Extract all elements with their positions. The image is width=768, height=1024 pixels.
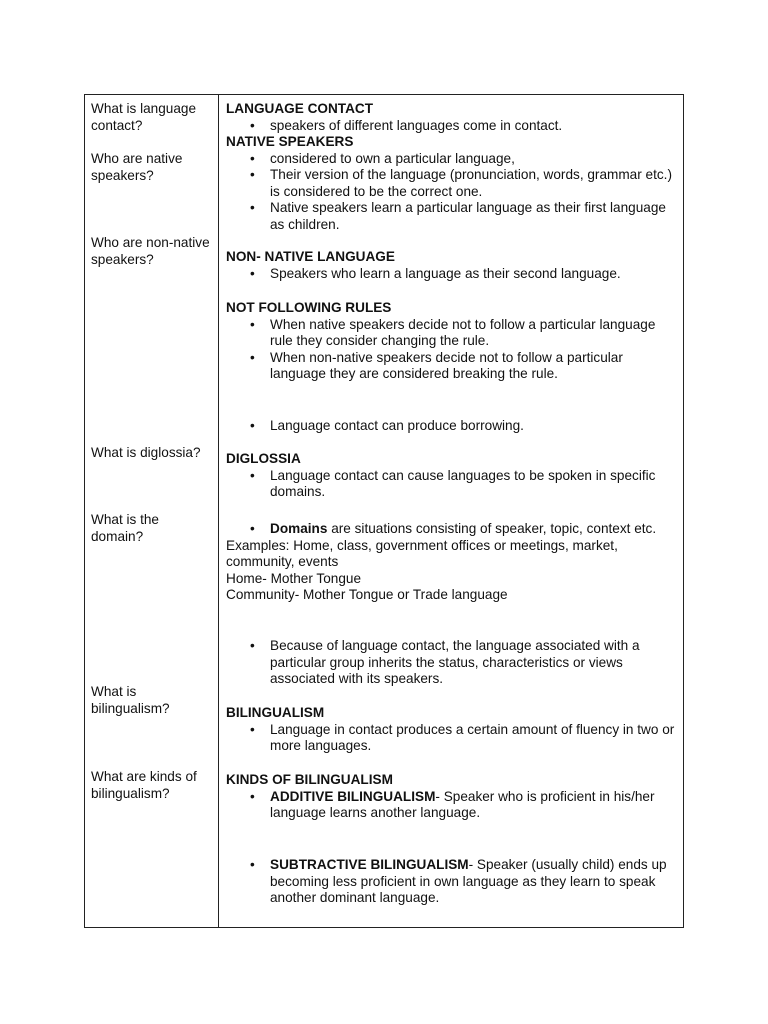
question-non-native-speakers: Who are non-native speakers? — [91, 235, 210, 267]
question-bilingualism: What is bilingualism? — [91, 684, 170, 716]
bullet-additive — [226, 789, 678, 822]
section-diglossia — [226, 451, 678, 501]
section-non-native-language — [226, 249, 678, 282]
question-diglossia: What is diglossia? — [91, 445, 201, 460]
domains-definition: are situations consisting of speaker, topic, context etc. — [327, 521, 657, 536]
section-bilingualism — [226, 705, 678, 755]
bullet-item: • When native speakers decide not to follow a particular language rule they consider changing the rule. — [226, 317, 678, 350]
heading-kinds-of-bilingualism: KINDS OF BILINGUALISM — [226, 772, 393, 787]
bullet-item: • Because of language contact, the language associated with a particular group inherits the status, characteristics or views associated with its speakers. — [226, 638, 678, 688]
section-status — [226, 638, 678, 688]
bullet-item: • When non-native speakers decide not to follow a particular language they are considered breaking the rule. — [226, 350, 678, 383]
bullet-item: • considered to own a particular language, — [226, 151, 678, 168]
column-divider — [218, 94, 219, 928]
bullet-item: • Language contact can produce borrowing. — [226, 418, 678, 435]
heading-language-contact: LANGUAGE CONTACT — [226, 101, 374, 116]
section-borrowing — [226, 418, 678, 435]
heading-non-native-language: NON- NATIVE LANGUAGE — [226, 249, 395, 264]
section-subtractive — [226, 857, 678, 907]
heading-not-following-rules: NOT FOLLOWING RULES — [226, 300, 392, 315]
domain-home: Home- Mother Tongue — [226, 570, 362, 586]
bullet-subtractive — [226, 857, 678, 907]
section-native-speakers — [226, 134, 678, 233]
additive-term: ADDITIVE BILINGUALISM — [270, 788, 436, 804]
bullet-item: • Language contact can cause languages to be spoken in specific domains. — [226, 468, 678, 501]
bullet-item: • speakers of different languages come in contact. — [226, 118, 678, 135]
question-native-speakers: Who are native speakers? — [91, 151, 183, 183]
subtractive-term: SUBTRACTIVE BILINGUALISM — [270, 857, 469, 872]
bullet-item: • Language in contact produces a certain amount of fluency in two or more languages. — [226, 722, 678, 755]
bullet-item: • Native speakers learn a particular language as their first language as children. — [226, 200, 678, 233]
question-language-contact: What is language contact? — [91, 101, 197, 133]
domains-term: Domains — [270, 521, 328, 536]
section-not-following-rules — [226, 300, 678, 383]
section-kinds-of-bilingualism — [226, 772, 678, 822]
bullet-item: • Speakers who learn a language as their second language. — [226, 266, 678, 283]
domain-examples: Examples: Home, class, government offices or meetings, market, community, events — [226, 537, 618, 569]
heading-bilingualism: BILINGUALISM — [226, 705, 325, 720]
heading-diglossia: DIGLOSSIA — [226, 451, 301, 466]
question-kinds-of-bilingualism: What are kinds of bilingualism? — [91, 769, 197, 801]
heading-native-speakers: NATIVE SPEAKERS — [226, 134, 354, 149]
bullet-item: • Their version of the language (pronunciation, words, grammar etc.) is considered to be the correct one. — [226, 167, 678, 200]
domain-community: Community- Mother Tongue or Trade language — [226, 587, 508, 602]
additive-text: - Speaker who is proficient in his/her language learns another language. — [270, 788, 655, 820]
section-language-contact — [226, 101, 678, 134]
subtractive-text: - Speaker (usually child) ends up becoming less proficient in own language as they learn to speak another dominant language. — [270, 857, 667, 905]
section-domain — [226, 521, 678, 604]
bullet-item — [226, 521, 678, 538]
question-domain: What is the domain? — [91, 512, 159, 544]
